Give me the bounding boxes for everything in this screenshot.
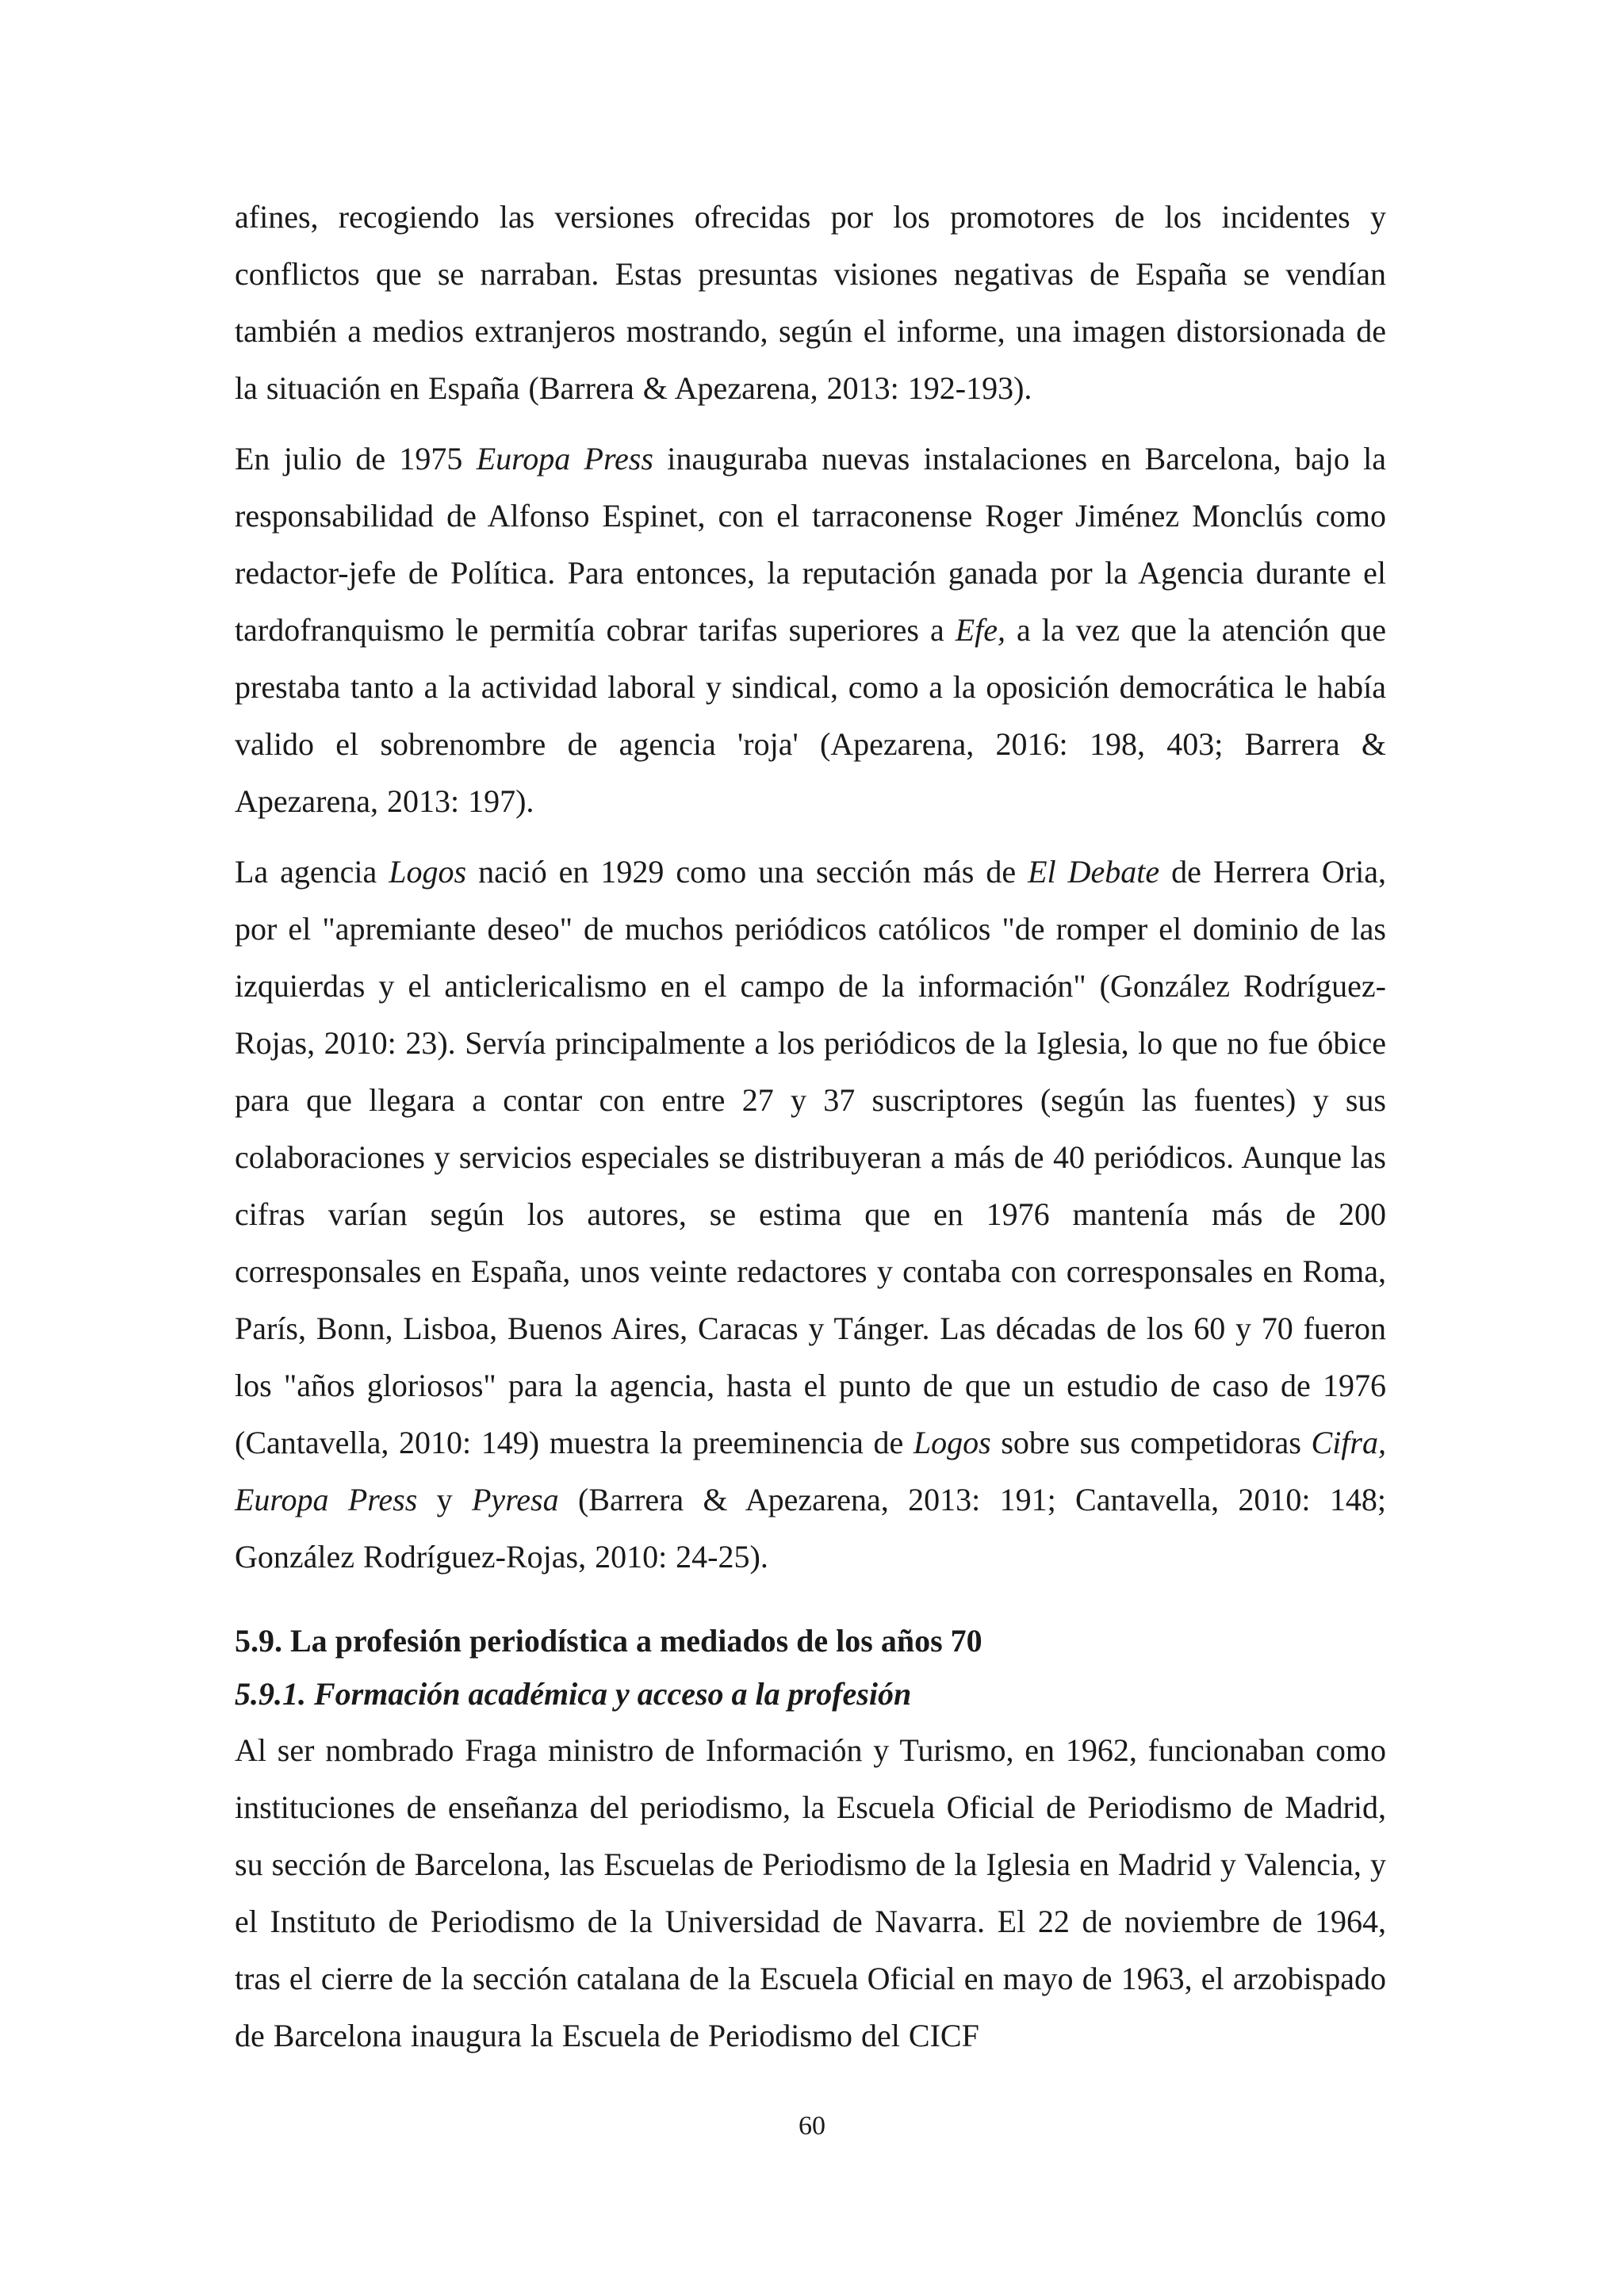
italic-text: Efe, [955, 612, 1006, 648]
text-run: sobre sus competidoras [990, 1425, 1312, 1460]
text-run: afines, recogiendo las versiones ofrecidas por los promotores de los incidentes y conflictos que se narraban. Estas presuntas visiones negativas de España se vendían también a medios extranjeros mostrando, según el informe, una imagen distorsionada de la situación en España (Barrera & Apezarena, 2013: 192-193). [235, 199, 1386, 406]
page-number: 60 [799, 2111, 825, 2141]
italic-text: Europa Press [476, 441, 653, 476]
page-body [235, 189, 1387, 2053]
italic-text: Logos [389, 854, 467, 890]
text-run: La agencia [235, 854, 389, 890]
text-run: de Herrera Oria, por el "apremiante deseo" de muchos periódicos católicos "de romper el dominio de las izquierdas y el anticlericalismo en el campo de la información" (González Rodríguez-Rojas, 2010: 23). Servía principalmente a los periódicos de la Iglesia, lo que no fue óbice para que llegara a contar con entre 27 y 37 suscriptores (según las fuentes) y sus colaboraciones y servicios especiales se distribuyeran a más de 40 periódicos. Aunque las cifras varían según los autores, se estima que en 1976 mantenía más de 200 corresponsales en España, unos veinte redactores y contaba con corresponsales en Roma, París, Bonn, Lisboa, Buenos Aires, Caracas y Tánger. Las décadas de los 60 y 70 fueron los "años gloriosos" para la agencia, hasta el punto de que un estudio de caso de 1976 (Cantavella, 2010: 149) muestra la preeminencia de [235, 854, 1386, 1460]
italic-text: Logos [913, 1425, 991, 1460]
text-run: inauguraba nuevas instalaciones en Barcelona, bajo la responsabilidad de Alfonso Espinet, con el tarraconense Roger Jiménez Monclús como redactor-jefe de Política. Para entonces, la reputación ganada por la Agencia durante el tardofranquismo le permitía cobrar tarifas superiores a [235, 441, 1386, 648]
paragraph [235, 1722, 1386, 2064]
section-heading: 5.9. La profesión periodística a mediados de los años 70 [235, 1623, 982, 1659]
italic-text: Pyresa [472, 1482, 559, 1517]
text-run: a la vez que la atención que prestaba tanto a la actividad laboral y sindical, como a la oposición democrática le había valido el sobrenombre de agencia 'roja' (Apezarena, 2016: 198, 403; Barrera & Apezarena, 2013: 197). [235, 612, 1387, 819]
text-run: (Barrera & Apezarena, 2013: 191; Cantavella, 2010: 148; González Rodríguez-Rojas, 2010: 24-25). [235, 1482, 1387, 1575]
italic-text: Cifra, Europa Press [235, 1425, 1386, 1517]
text-run: En julio de 1975 [235, 441, 477, 476]
text-run: nació en 1929 como una sección más de [466, 854, 1028, 890]
subsection-heading: 5.9.1. Formación académica y acceso a la profesión [235, 1676, 912, 1712]
text-run: y [417, 1482, 472, 1517]
section-body [235, 1722, 1386, 2078]
section-block [235, 189, 1386, 2060]
text-run: Al ser nombrado Fraga ministro de Información y Turismo, en 1962, funcionaban como instituciones de enseñanza del periodismo, la Escuela Oficial de Periodismo de Madrid, su sección de Barcelona, las Escuelas de Periodismo de la Iglesia en Madrid y Valencia, y el Instituto de Periodismo de la Universidad de Navarra. El 22 de noviembre de 1964, tras el cierre de la sección catalana de la Escuela Oficial en mayo de 1963, el arzobispado de Barcelona inaugura la Escuela de Periodismo del CICF [235, 1732, 1386, 2053]
italic-text: El Debate [1028, 854, 1160, 890]
